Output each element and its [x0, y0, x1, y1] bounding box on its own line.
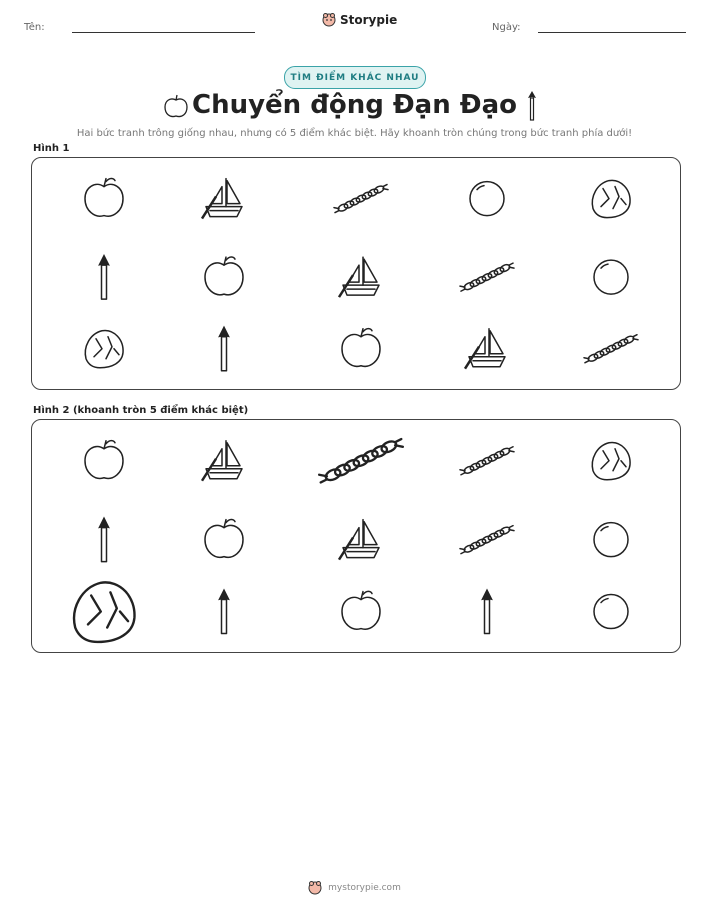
rock-icon[interactable]: [74, 582, 134, 642]
boat-icon[interactable]: [202, 179, 242, 219]
name-line[interactable]: [72, 32, 255, 33]
rope-icon[interactable]: [584, 335, 638, 363]
boat-icon[interactable]: [465, 329, 505, 369]
panel-2-label: Hình 2 (khoanh tròn 5 điểm khác biệt): [33, 405, 249, 416]
spear-icon: [525, 90, 539, 122]
date-line[interactable]: [538, 32, 686, 33]
storypie-mascot-icon: [308, 881, 322, 895]
rope-icon[interactable]: [460, 447, 514, 475]
apple-icon[interactable]: [85, 441, 123, 479]
date-label: Ngày:: [492, 22, 521, 33]
spear-icon[interactable]: [99, 518, 109, 562]
boat-icon[interactable]: [339, 520, 379, 560]
spear-icon[interactable]: [482, 590, 492, 634]
spear-icon[interactable]: [99, 255, 109, 299]
spear-icon[interactable]: [219, 327, 229, 371]
storypie-mascot-icon: [322, 13, 336, 27]
footer-url: mystorypie.com: [328, 883, 401, 893]
rope-icon[interactable]: [460, 526, 514, 554]
rock-icon[interactable]: [85, 330, 123, 367]
ball-icon[interactable]: [594, 523, 628, 557]
boat-icon[interactable]: [339, 257, 379, 297]
page-title: Chuyển động Đạn Đạo: [192, 90, 517, 120]
footer: [0, 881, 709, 895]
rope-icon[interactable]: [460, 263, 514, 291]
apple-icon[interactable]: [342, 591, 380, 629]
ball-icon[interactable]: [594, 595, 628, 629]
brand-logo: [322, 13, 397, 27]
ball-icon[interactable]: [594, 260, 628, 294]
picture-2-grid: [31, 419, 679, 651]
apple-icon[interactable]: [85, 178, 123, 216]
rock-icon[interactable]: [592, 443, 630, 480]
rope-icon[interactable]: [319, 439, 403, 482]
ball-icon[interactable]: [470, 182, 504, 216]
instructions: Hai bức tranh trông giống nhau, nhưng có 5 điểm khác biệt. Hãy khoanh tròn chúng trong bức tranh phía dưới!: [76, 128, 633, 139]
boat-icon[interactable]: [202, 441, 242, 481]
picture-1-grid: [31, 157, 679, 388]
name-label: Tên:: [24, 22, 45, 33]
spear-icon[interactable]: [219, 590, 229, 634]
rope-icon[interactable]: [334, 185, 388, 213]
apple-icon[interactable]: [205, 257, 243, 295]
brand-name: Storypie: [340, 13, 398, 27]
apple-icon: [162, 92, 190, 120]
apple-icon[interactable]: [342, 329, 380, 367]
apple-icon[interactable]: [205, 520, 243, 558]
activity-badge: TÌM ĐIỂM KHÁC NHAU: [284, 66, 426, 89]
rock-icon[interactable]: [592, 180, 630, 217]
panel-1-label: Hình 1: [33, 143, 70, 154]
